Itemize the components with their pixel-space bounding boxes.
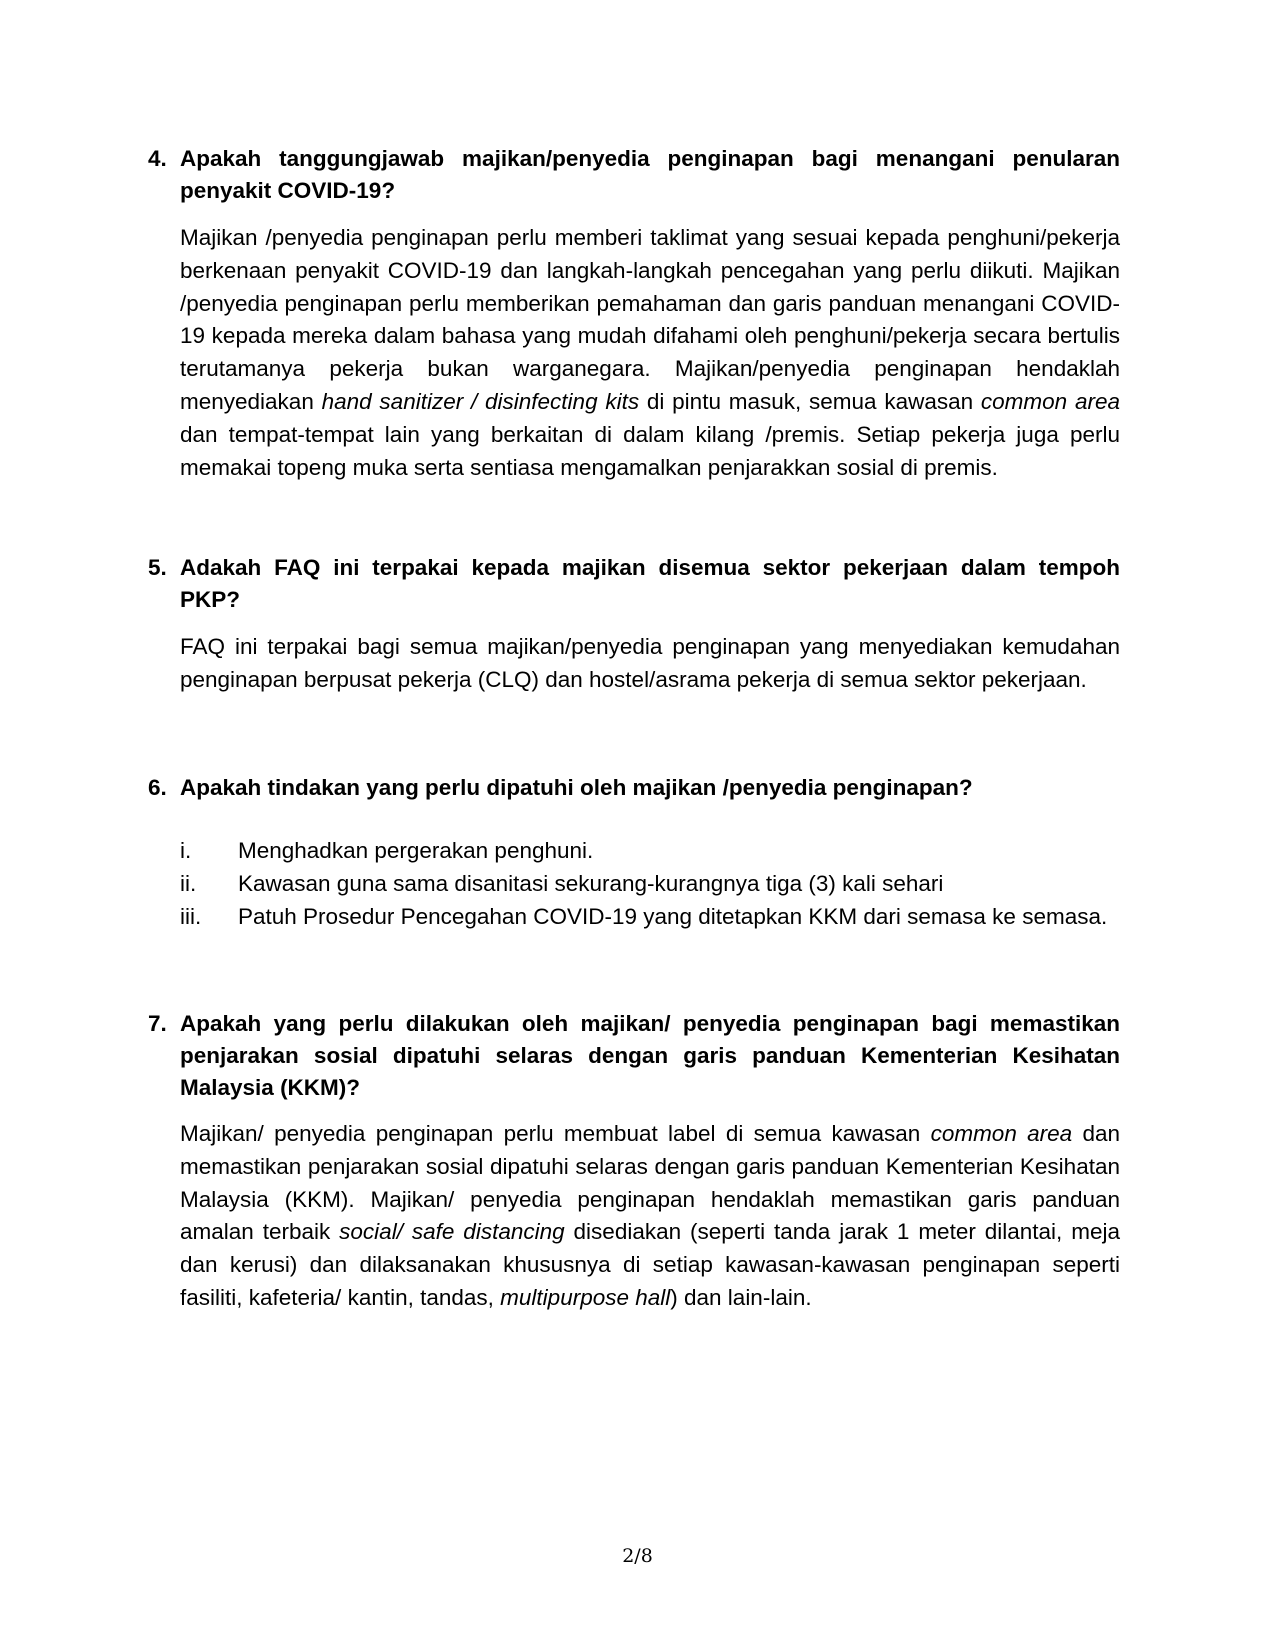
list-item [180, 868, 1120, 901]
answer-italic-term: common area [930, 1121, 1073, 1146]
answer-text: Majikan/ penyedia penginapan perlu membuat label di semua kawasan [180, 1121, 931, 1146]
answer-4-paragraph [180, 222, 1120, 484]
list-item [180, 901, 1120, 934]
question-number: 7. [148, 1011, 167, 1036]
answer-7-paragraph [180, 1118, 1120, 1315]
list-marker: ii. [180, 870, 197, 896]
answer-text: di pintu masuk, semua kawasan [639, 388, 981, 414]
page-number: 2/8 [622, 1545, 653, 1567]
question-7-heading [148, 1008, 1120, 1104]
list-item-text: Kawasan guna sama disanitasi sekurang-kurangnya tiga (3) kali sehari [238, 870, 944, 896]
list-marker: i. [180, 838, 192, 863]
question-text: Adakah FAQ ini terpakai kepada majikan disemua sektor pekerjaan dalam tempoh PKP? [180, 555, 1120, 612]
answer-italic-term: social/ safe distancing [339, 1219, 565, 1245]
question-4-heading [148, 143, 1120, 207]
list-item-text: Patuh Prosedur Pencegahan COVID-19 yang ditetapkan KKM dari semasa ke semasa. [238, 903, 1108, 929]
answer-text: disediakan (seperti tanda jarak 1 meter dilantai, meja dan kerusi) dan dilaksanakan khususnya di setiap kawasan-kawasan penginapan seperti fasiliti, kafeteria/ kantin, tandas, [180, 1219, 1120, 1310]
question-text: Apakah tindakan yang perlu dipatuhi oleh majikan /penyedia penginapan? [180, 775, 973, 800]
answer-italic-term: multipurpose hall [500, 1284, 671, 1310]
list-item-text: Menghadkan pergerakan penghuni. [238, 838, 594, 863]
question-number: 4. [148, 146, 167, 171]
list-marker: iii. [180, 903, 202, 929]
action-list [180, 835, 1120, 933]
answer-text: dan memastikan penjarakan sosial dipatuhi selaras dengan garis panduan Kementerian Kesihatan Malaysia (KKM). Majikan/ penyedia penginapan hendaklah memastikan garis panduan amalan terbaik [180, 1121, 1121, 1245]
question-number: 5. [148, 555, 167, 580]
question-number: 6. [148, 775, 167, 800]
question-text: Apakah yang perlu dilakukan oleh majikan/ penyedia penginapan bagi memastikan penjarakan sosial dipatuhi selaras dengan garis panduan Kementerian Kesihatan Malaysia (KKM)? [180, 1011, 1120, 1100]
answer-5-paragraph [180, 631, 1120, 697]
answer-text: FAQ ini terpakai bagi semua majikan/penyedia penginapan yang menyediakan kemudahan penginapan berpusat pekerja (CLQ) dan hostel/asrama pekerja di semua sektor pekerjaan. [180, 634, 1120, 692]
answer-text: Majikan /penyedia penginapan perlu memberi taklimat yang sesuai kepada penghuni/pekerja berkenaan penyakit COVID-19 dan langkah-langkah pencegahan yang perlu diikuti. Majikan /penyedia penginapan perlu memberikan pemahaman dan garis panduan menangani COVID-19 kepada mereka dalam bahasa yang mudah difahami oleh penghuni/pekerja secara bertulis terutamanya pekerja bukan warganegara. Majikan/penyedia penginapan hendaklah menyediakan [180, 225, 1120, 414]
list-item [180, 835, 1120, 868]
answer-text: dan tempat-tempat lain yang berkaitan di dalam kilang /premis. Setiap pekerja juga perlu memakai topeng muka serta sentiasa mengamalkan penjarakkan sosial di premis. [180, 421, 1120, 480]
answer-text: ) dan lain-lain. [670, 1284, 812, 1310]
question-text: Apakah tanggungjawab majikan/penyedia penginapan bagi menangani penularan penyakit COVID-19? [180, 146, 1120, 203]
question-5-heading [148, 552, 1120, 616]
answer-italic-term: hand sanitizer / disinfecting kits [321, 388, 640, 414]
answer-italic-term: common area [980, 388, 1120, 414]
question-6-heading [148, 772, 1120, 804]
